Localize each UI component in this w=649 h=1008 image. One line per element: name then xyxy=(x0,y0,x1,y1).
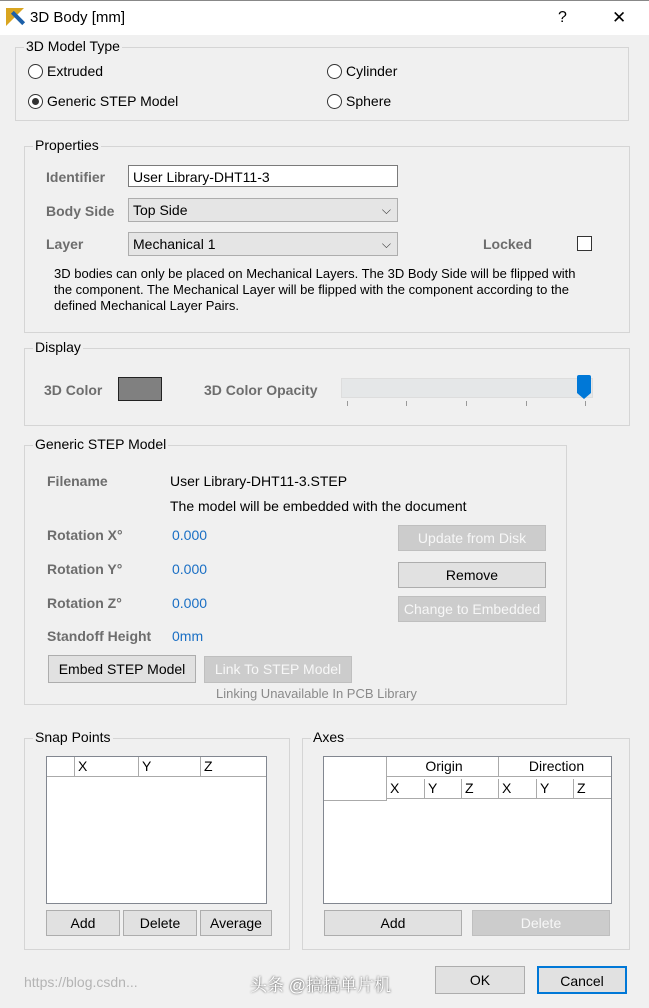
radio-label: Generic STEP Model xyxy=(47,93,179,109)
group-label: Axes xyxy=(313,729,345,745)
radio-generic-step[interactable] xyxy=(28,94,43,109)
model-type-group xyxy=(15,38,629,121)
rotation-y-label: Rotation Y° xyxy=(47,561,123,577)
radio-extruded[interactable] xyxy=(28,64,43,79)
watermark-url: https://blog.csdn... xyxy=(24,974,138,990)
snap-delete-button[interactable]: Delete xyxy=(123,910,197,936)
remove-button[interactable]: Remove xyxy=(398,562,546,588)
note-line: the component. The Mechanical Layer will be flipped with the component according to the xyxy=(54,282,570,297)
help-button[interactable]: ? xyxy=(558,9,567,26)
group-label: 3D Model Type xyxy=(26,38,120,54)
radio-label: Cylinder xyxy=(346,63,398,79)
radio-label: Extruded xyxy=(47,63,104,79)
origin-header: Origin xyxy=(387,757,499,777)
snap-add-button[interactable]: Add xyxy=(46,910,120,936)
identifier-label: Identifier xyxy=(46,169,106,185)
column-header-direction-x[interactable]: X xyxy=(499,779,537,799)
axes-delete-button[interactable]: Delete xyxy=(472,910,610,936)
identifier-input[interactable]: User Library-DHT11-3 xyxy=(128,165,398,187)
column-header-direction-y[interactable]: Y xyxy=(537,779,574,799)
opacity-slider-track[interactable] xyxy=(341,378,593,398)
chevron-down-icon: ⌵ xyxy=(381,203,391,217)
select-value: Mechanical 1 xyxy=(133,236,216,252)
body-side-select[interactable] xyxy=(128,198,398,222)
group-label: Generic STEP Model xyxy=(35,436,167,452)
radio-label: Sphere xyxy=(346,93,392,109)
chevron-down-icon: ⌵ xyxy=(381,237,391,251)
note-line: 3D bodies can only be placed on Mechanical Layers. The 3D Body Side will be flipped with xyxy=(54,266,576,281)
column-header-origin-y[interactable]: Y xyxy=(425,779,462,799)
radio-cylinder[interactable] xyxy=(327,64,342,79)
group-label: Properties xyxy=(35,137,99,153)
axes-add-button[interactable]: Add xyxy=(324,910,462,936)
snap-points-table[interactable] xyxy=(46,756,267,904)
opacity-label: 3D Color Opacity xyxy=(204,382,318,398)
color-label: 3D Color xyxy=(44,382,103,398)
rotation-y-value[interactable]: 0.000 xyxy=(172,561,208,577)
select-value: Top Side xyxy=(133,202,188,218)
column-header-y[interactable]: Y xyxy=(139,757,201,777)
column-header-x[interactable]: X xyxy=(75,757,139,777)
layer-label: Layer xyxy=(46,236,84,252)
column-header-z[interactable]: Z xyxy=(201,757,266,777)
column-header-origin-x[interactable]: X xyxy=(387,779,425,799)
standoff-label: Standoff Height xyxy=(47,628,152,644)
change-to-embedded-button[interactable]: Change to Embedded xyxy=(398,596,546,622)
layer-select[interactable] xyxy=(128,232,398,256)
standoff-value[interactable]: 0mm xyxy=(172,628,204,644)
snap-average-button[interactable]: Average xyxy=(200,910,272,936)
window-title: 3D Body [mm] xyxy=(30,9,126,26)
embed-step-model-button[interactable]: Embed STEP Model xyxy=(48,655,196,683)
group-label: Snap Points xyxy=(35,729,111,745)
title-bar xyxy=(0,0,649,35)
filename-label: Filename xyxy=(47,473,108,489)
opacity-slider-thumb[interactable] xyxy=(577,375,591,399)
rotation-x-value[interactable]: 0.000 xyxy=(172,527,208,543)
column-header-direction-z[interactable]: Z xyxy=(574,779,611,799)
column-header-origin-z[interactable]: Z xyxy=(462,779,499,799)
slider-ticks xyxy=(347,401,587,407)
link-note: Linking Unavailable In PCB Library xyxy=(216,686,417,701)
column-header[interactable] xyxy=(47,757,75,777)
group-label: Display xyxy=(35,339,81,355)
embedded-note: The model will be embedded with the document xyxy=(170,498,467,514)
rotation-z-label: Rotation Z° xyxy=(47,595,122,611)
app-logo-icon xyxy=(6,8,26,28)
rotation-x-label: Rotation X° xyxy=(47,527,123,543)
cancel-button[interactable]: Cancel xyxy=(537,966,627,994)
direction-header: Direction xyxy=(499,757,611,777)
filename-value: User Library-DHT11-3.STEP xyxy=(170,473,348,489)
rotation-z-value[interactable]: 0.000 xyxy=(172,595,208,611)
ok-button[interactable]: OK xyxy=(435,966,525,994)
locked-checkbox[interactable] xyxy=(577,236,592,251)
close-button[interactable]: ✕ xyxy=(612,8,627,27)
update-from-disk-button[interactable]: Update from Disk xyxy=(398,525,546,551)
link-to-step-model-button[interactable]: Link To STEP Model xyxy=(204,656,352,683)
body-side-label: Body Side xyxy=(46,203,115,219)
column-header[interactable] xyxy=(324,757,387,801)
layer-note xyxy=(54,266,614,314)
watermark: 头条 @搞搞单片机 xyxy=(250,976,391,995)
locked-label: Locked xyxy=(483,236,533,252)
axes-table[interactable] xyxy=(323,756,612,904)
radio-sphere[interactable] xyxy=(327,94,342,109)
color-swatch[interactable] xyxy=(118,377,162,401)
note-line: defined Mechanical Layer Pairs. xyxy=(54,298,239,313)
